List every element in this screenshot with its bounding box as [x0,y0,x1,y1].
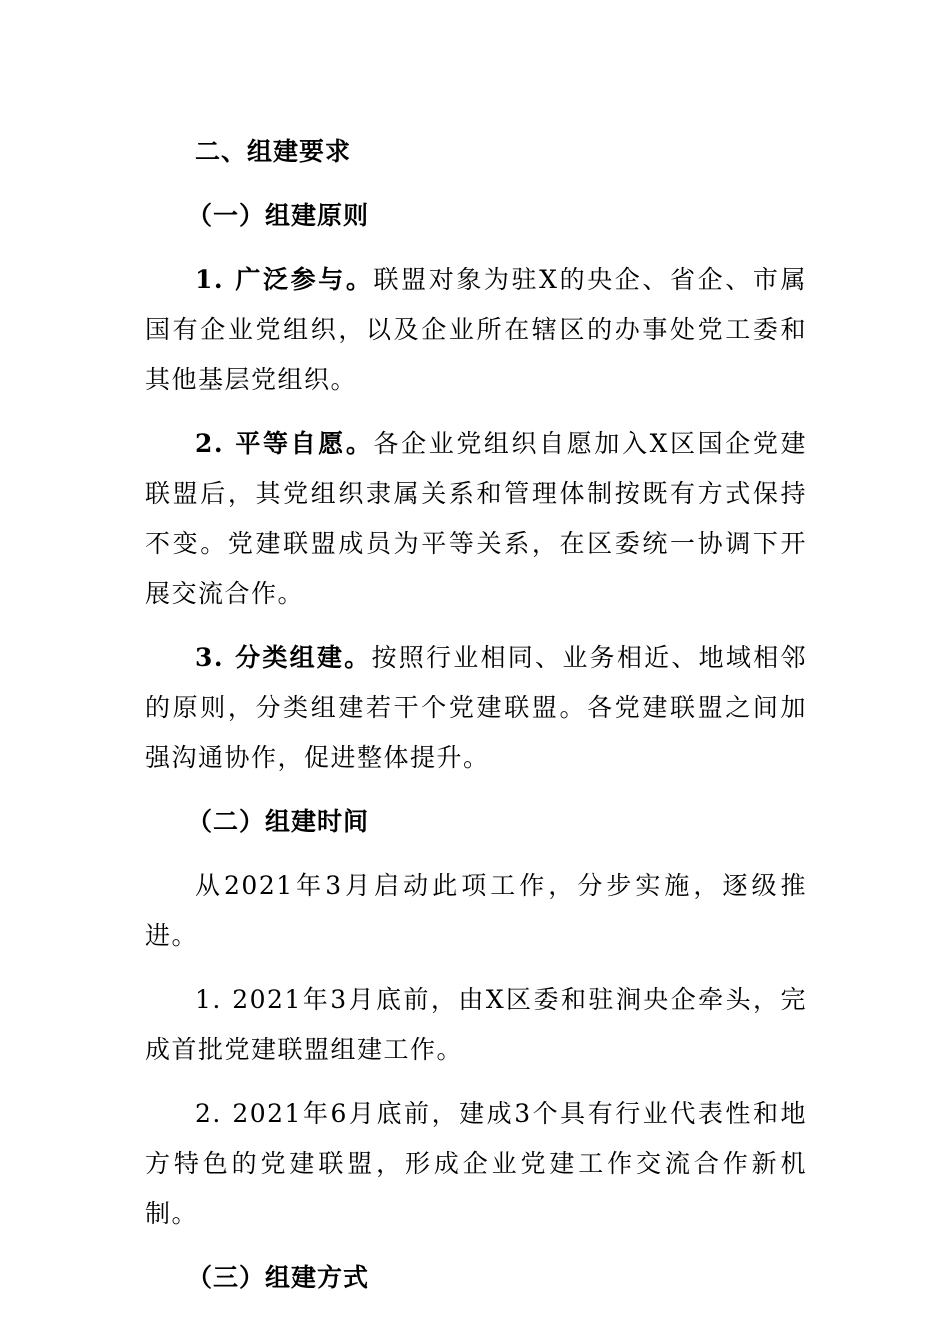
section1-item-1-lead: 1. 广泛参与。 [195,265,374,294]
section2-item-2: 2. 2021年6月底前，建成3个具有行业代表性和地方特色的党建联盟，形成企业党建工作交流合作新机制。 [145,1099,807,1228]
section1-item-2-lead: 2. 平等自愿。 [195,429,374,458]
section1-item-3 [145,633,807,783]
section1-heading: （一）组建原则 [187,201,370,230]
section1-item-1-text: 联盟对象为驻X的央企、省企、市属国有企业党组织，以及企业所在辖区的办事处党工委和其他基层党组织。 [145,265,807,394]
section2-intro: 从2021年3月启动此项工作，分步实施，逐级推进。 [145,871,807,950]
section2-item-1: 1. 2021年3月底前，由X区委和驻涧央企牵头，完成首批党建联盟组建工作。 [145,985,807,1064]
section2-heading: （二）组建时间 [187,807,370,836]
section1-item-3-text: 按照行业相同、业务相近、地域相邻的原则，分类组建若干个党建联盟。各党建联盟之间加强沟通协作，促进整体提升。 [145,643,807,772]
section1-item-2 [145,419,807,619]
section1-item-2-text: 各企业党组织自愿加入X区国企党建联盟后，其党组织隶属关系和管理体制按既有方式保持不变。党建联盟成员为平等关系，在区委统一协调下开展交流合作。 [145,429,807,608]
section3-heading: （三）组建方式 [187,1263,370,1292]
section1-item-3-lead: 3. 分类组建。 [195,643,372,672]
main-heading: 二、组建要求 [195,137,352,166]
document-page [145,127,807,1303]
section1-item-1 [145,255,807,405]
